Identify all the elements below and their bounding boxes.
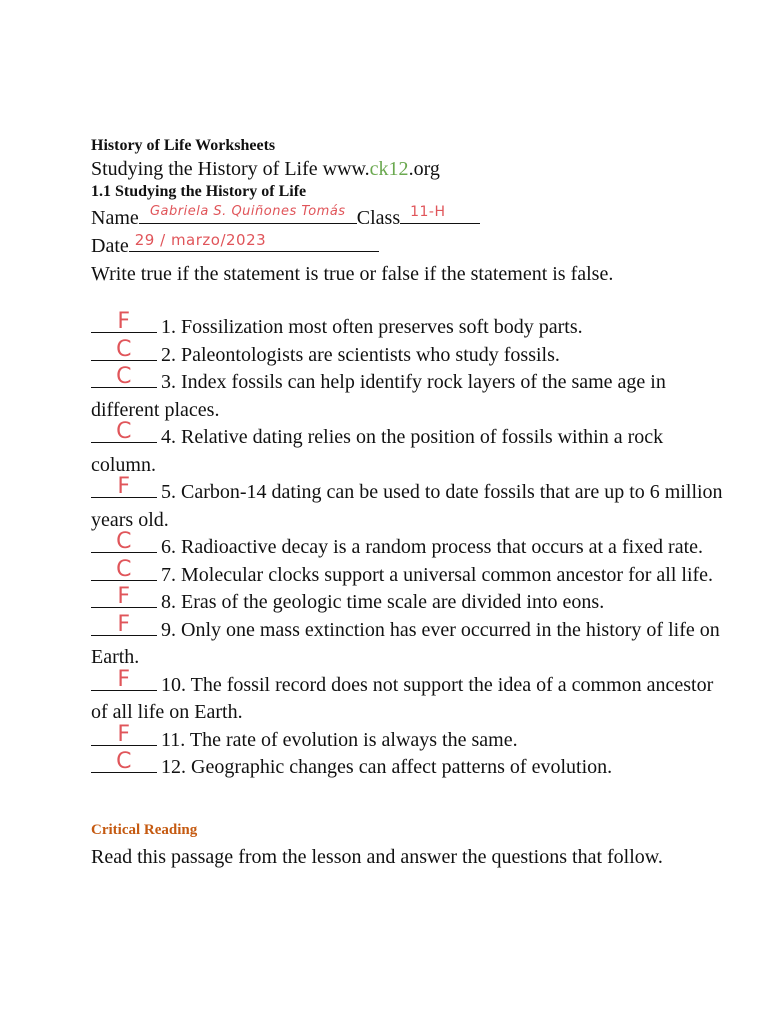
question-text: 7. Molecular clocks support a universal common ancestor for all life.: [161, 563, 714, 586]
class-value: 11-H: [410, 204, 446, 220]
answer-mark: C: [116, 419, 132, 444]
question-text: 5. Carbon-14 dating can be used to date fossils that are up to 6 million years old.: [91, 481, 723, 531]
question-text: 10. The fossil record does not support the idea of a common ancestor of all life on Earth.: [91, 673, 714, 723]
answer-mark: C: [116, 749, 132, 774]
answer-mark: F: [117, 666, 131, 692]
subtitle-ck12: ck12: [369, 158, 409, 180]
answer-blank[interactable]: [91, 749, 157, 774]
class-label: Class: [356, 207, 401, 229]
answer-mark: C: [116, 364, 132, 389]
question-item: [91, 419, 731, 479]
question-text: 4. Relative dating relies on the position of fossils within a rock column.: [91, 426, 664, 476]
question-text: 2. Paleontologists are scientists who study fossils.: [161, 343, 560, 366]
answer-blank[interactable]: [91, 556, 157, 582]
question-item: [91, 336, 731, 370]
answer-blank[interactable]: [91, 336, 157, 362]
name-label: Name: [91, 207, 139, 229]
question-item: [91, 556, 731, 590]
date-label: Date: [91, 235, 129, 257]
subtitle-suffix: .org: [408, 158, 440, 180]
section-heading: 1.1 Studying the History of Life: [91, 183, 307, 200]
question-item: [91, 529, 731, 562]
question-text: 11. The rate of evolution is always the same.: [161, 728, 518, 751]
name-class-line: [91, 204, 731, 232]
answer-blank[interactable]: [91, 309, 157, 334]
answer-blank[interactable]: [91, 419, 157, 444]
answer-blank[interactable]: [91, 666, 157, 692]
question-text: 6. Radioactive decay is a random process that occurs at a fixed rate.: [161, 536, 704, 558]
question-text: 1. Fossilization most often preserves soft body parts.: [161, 316, 583, 338]
question-text: 12. Geographic changes can affect patterns of evolution.: [161, 756, 613, 778]
question-item: [91, 749, 731, 782]
answer-blank[interactable]: [91, 364, 157, 389]
instructions: Write true if the statement is true or false if the statement is false.: [91, 263, 614, 285]
date-value: 29 / marzo/2023: [134, 231, 267, 249]
answer-blank[interactable]: [91, 584, 157, 609]
question-item: [91, 584, 731, 617]
answer-mark: F: [117, 309, 131, 334]
worksheet-title: History of Life Worksheets: [91, 137, 276, 154]
date-field[interactable]: [129, 233, 379, 252]
answer-blank[interactable]: [91, 721, 157, 747]
question-item: [91, 364, 731, 424]
answer-mark: F: [117, 474, 131, 499]
question-text: 8. Eras of the geologic time scale are divided into eons.: [161, 591, 605, 613]
question-list: [91, 309, 731, 782]
answer-blank[interactable]: [91, 529, 157, 554]
question-item: [91, 721, 731, 755]
name-field[interactable]: [139, 205, 357, 224]
worksheet-page: [91, 136, 731, 871]
answer-blank[interactable]: [91, 474, 157, 499]
question-item: [91, 309, 731, 342]
question-item: [91, 611, 731, 672]
answer-mark: C: [116, 336, 132, 362]
critical-reading-text: Read this passage from the lesson and answer the questions that follow.: [91, 845, 663, 868]
answer-mark: C: [116, 556, 132, 582]
question-item: [91, 474, 731, 534]
answer-mark: F: [117, 584, 131, 609]
answer-mark: F: [117, 721, 131, 747]
subtitle-prefix: Studying the History of Life www.: [91, 158, 370, 180]
question-text: 3. Index fossils can help identify rock layers of the same age in different places.: [91, 371, 666, 421]
answer-mark: F: [117, 611, 131, 637]
name-value: Gabriela S. Quiñones Tomás: [149, 204, 346, 219]
answer-blank[interactable]: [91, 611, 157, 637]
question-item: [91, 666, 731, 727]
date-line: [91, 232, 731, 260]
worksheet-subtitle: [91, 156, 731, 182]
question-text: 9. Only one mass extinction has ever occurred in the history of life on Earth.: [91, 618, 720, 668]
critical-reading-heading: Critical Reading: [91, 821, 198, 838]
class-field[interactable]: [400, 205, 480, 224]
answer-mark: C: [116, 529, 132, 554]
